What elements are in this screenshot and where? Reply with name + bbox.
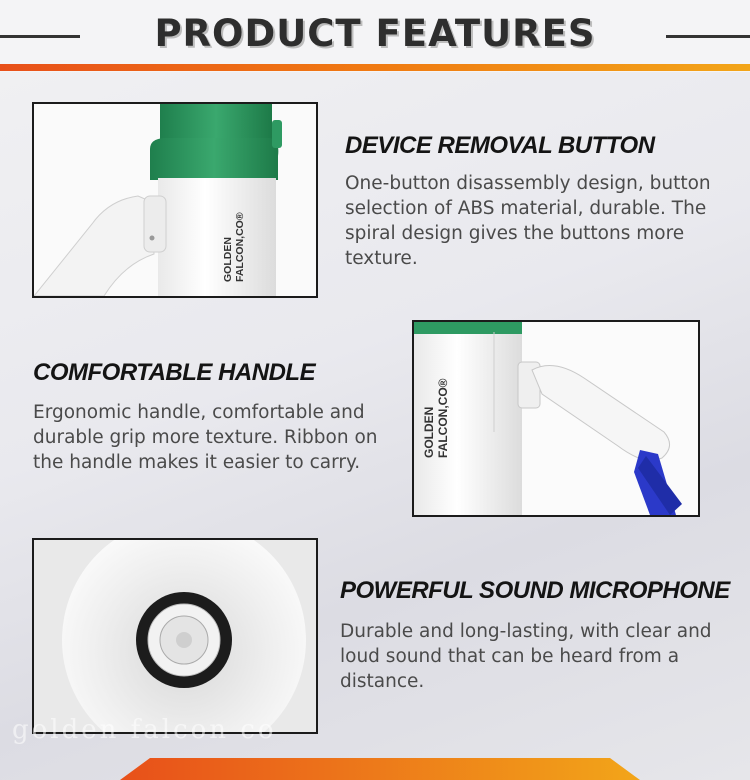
- feature-title-handle: COMFORTABLE HANDLE: [33, 359, 316, 386]
- header: [0, 0, 750, 72]
- device-removal-button-image: [32, 102, 318, 298]
- feature-title-sound-microphone: POWERFUL SOUND MICROPHONE: [340, 577, 730, 604]
- footer-accent: [0, 758, 750, 780]
- feature-description-removal-button: One-button disassembly design, button selection of ABS material, durable. The spiral design gives the buttons more texture.: [345, 173, 711, 269]
- watermark: golden falcon co: [12, 715, 277, 745]
- feature-description-handle: Ergonomic handle, comfortable and durable grip more texture. Ribbon on the handle makes it easier to carry.: [33, 402, 378, 473]
- feature-description-sound-microphone: Durable and long-lasting, with clear and loud sound that can be heard from a distance.: [340, 621, 712, 692]
- feature-title-removal-button: DEVICE REMOVAL BUTTON: [345, 132, 655, 159]
- brand-logo: GOLDEN FALCON,CO®: [222, 212, 246, 282]
- accent-bar: [0, 64, 750, 71]
- brand-logo: GOLDEN FALCON,CO®: [422, 378, 450, 458]
- header-divider-right: [666, 35, 750, 38]
- page-title: PRODUCT FEATURES: [154, 12, 596, 55]
- comfortable-handle-image: [412, 320, 700, 517]
- sound-microphone-image: [32, 538, 318, 734]
